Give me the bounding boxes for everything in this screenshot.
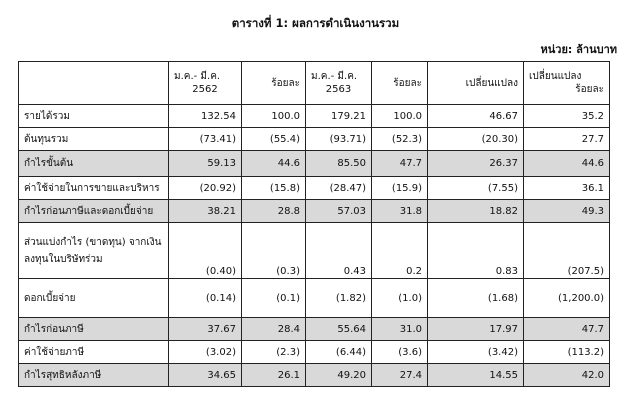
- cell-percent-2562: 28.8: [242, 200, 306, 223]
- cell-q1-2563: (28.47): [306, 177, 372, 200]
- row-label: กำไรก่อนภาษีและดอกเบี้ยจ่าย: [19, 200, 169, 223]
- header-percent-2563: ร้อยละ: [372, 62, 428, 105]
- cell-q1-2562: 59.13: [169, 151, 242, 177]
- row-label: ค่าใช้จ่ายในการขายและบริหาร: [19, 177, 169, 200]
- cell-change-percent: 49.3: [524, 200, 610, 223]
- cell-percent-2563: (3.6): [372, 341, 428, 364]
- row-label: รายได้รวม: [19, 105, 169, 128]
- table-row: [19, 128, 610, 151]
- row-label: กำไรก่อนภาษี: [19, 318, 169, 341]
- cell-percent-2562: 100.0: [242, 105, 306, 128]
- cell-percent-2562: (15.8): [242, 177, 306, 200]
- cell-change-percent: (113.2): [524, 341, 610, 364]
- cell-change-percent: 36.1: [524, 177, 610, 200]
- cell-q1-2563: (93.71): [306, 128, 372, 151]
- cell-q1-2562: (3.02): [169, 341, 242, 364]
- cell-change-percent: (1,200.0): [524, 279, 610, 318]
- row-label: ส่วนแบ่งกำไร (ขาดทุน) จากเงิน ลงทุนในบริษัทร่วม: [19, 223, 169, 279]
- cell-q1-2562: 37.67: [169, 318, 242, 341]
- table-row: [19, 341, 610, 364]
- cell-percent-2563: 27.4: [372, 364, 428, 387]
- table-row: [19, 318, 610, 341]
- cell-percent-2562: (0.3): [242, 223, 306, 279]
- cell-percent-2563: 0.2: [372, 223, 428, 279]
- cell-change-percent: 35.2: [524, 105, 610, 128]
- unit-label: หน่วย: ล้านบาท: [540, 43, 617, 56]
- cell-q1-2563: 179.21: [306, 105, 372, 128]
- cell-change-percent: 42.0: [524, 364, 610, 387]
- cell-percent-2562: 44.6: [242, 151, 306, 177]
- cell-q1-2563: (6.44): [306, 341, 372, 364]
- cell-change-percent: 44.6: [524, 151, 610, 177]
- cell-percent-2563: 100.0: [372, 105, 428, 128]
- cell-q1-2562: (0.40): [169, 223, 242, 279]
- cell-q1-2562: 38.21: [169, 200, 242, 223]
- header-percent-2562: ร้อยละ: [242, 62, 306, 105]
- cell-q1-2562: 34.65: [169, 364, 242, 387]
- cell-change: (7.55): [428, 177, 524, 200]
- header-q1-2563: ม.ค.- มี.ค. 2563: [306, 62, 372, 105]
- cell-percent-2563: 31.0: [372, 318, 428, 341]
- cell-percent-2563: (1.0): [372, 279, 428, 318]
- cell-percent-2563: (15.9): [372, 177, 428, 200]
- cell-change: (1.68): [428, 279, 524, 318]
- cell-q1-2562: (0.14): [169, 279, 242, 318]
- table-row: [19, 151, 610, 177]
- cell-percent-2562: (55.4): [242, 128, 306, 151]
- table-row: [19, 177, 610, 200]
- cell-change: 14.55: [428, 364, 524, 387]
- cell-change-percent: 47.7: [524, 318, 610, 341]
- row-label: กำไรขั้นต้น: [19, 151, 169, 177]
- row-label: ดอกเบี้ยจ่าย: [19, 279, 169, 318]
- cell-change: 0.83: [428, 223, 524, 279]
- cell-q1-2562: (73.41): [169, 128, 242, 151]
- table-row: [19, 364, 610, 387]
- cell-change: 17.97: [428, 318, 524, 341]
- cell-change-percent: 27.7: [524, 128, 610, 151]
- table-row: [19, 223, 610, 279]
- cell-q1-2563: 85.50: [306, 151, 372, 177]
- cell-change: (20.30): [428, 128, 524, 151]
- operating-results-table: [18, 61, 610, 387]
- table-row: [19, 200, 610, 223]
- row-label: กำไรสุทธิหลังภาษี: [19, 364, 169, 387]
- header-change: เปลี่ยนแปลง: [428, 62, 524, 105]
- header-change-percent: เปลี่ยนแปลง ร้อยละ: [524, 62, 610, 105]
- row-label: ค่าใช้จ่ายภาษี: [19, 341, 169, 364]
- cell-q1-2563: 0.43: [306, 223, 372, 279]
- header-q1-2562: ม.ค.- มี.ค. 2562: [169, 62, 242, 105]
- cell-percent-2562: (2.3): [242, 341, 306, 364]
- cell-q1-2563: 49.20: [306, 364, 372, 387]
- cell-q1-2562: 132.54: [169, 105, 242, 128]
- cell-percent-2562: 28.4: [242, 318, 306, 341]
- table-row: [19, 105, 610, 128]
- cell-q1-2563: 55.64: [306, 318, 372, 341]
- row-label: ต้นทุนรวม: [19, 128, 169, 151]
- cell-change-percent: (207.5): [524, 223, 610, 279]
- cell-percent-2563: 31.8: [372, 200, 428, 223]
- table-row: [19, 279, 610, 318]
- cell-change: (3.42): [428, 341, 524, 364]
- cell-q1-2563: 57.03: [306, 200, 372, 223]
- cell-q1-2562: (20.92): [169, 177, 242, 200]
- cell-change: 46.67: [428, 105, 524, 128]
- cell-q1-2563: (1.82): [306, 279, 372, 318]
- cell-percent-2562: (0.1): [242, 279, 306, 318]
- table-title: ตารางที่ 1: ผลการดำเนินงานรวม: [231, 16, 400, 30]
- header-label-col: [19, 62, 169, 105]
- header-row: [19, 62, 610, 105]
- cell-percent-2563: 47.7: [372, 151, 428, 177]
- cell-percent-2562: 26.1: [242, 364, 306, 387]
- cell-percent-2563: (52.3): [372, 128, 428, 151]
- cell-change: 26.37: [428, 151, 524, 177]
- cell-change: 18.82: [428, 200, 524, 223]
